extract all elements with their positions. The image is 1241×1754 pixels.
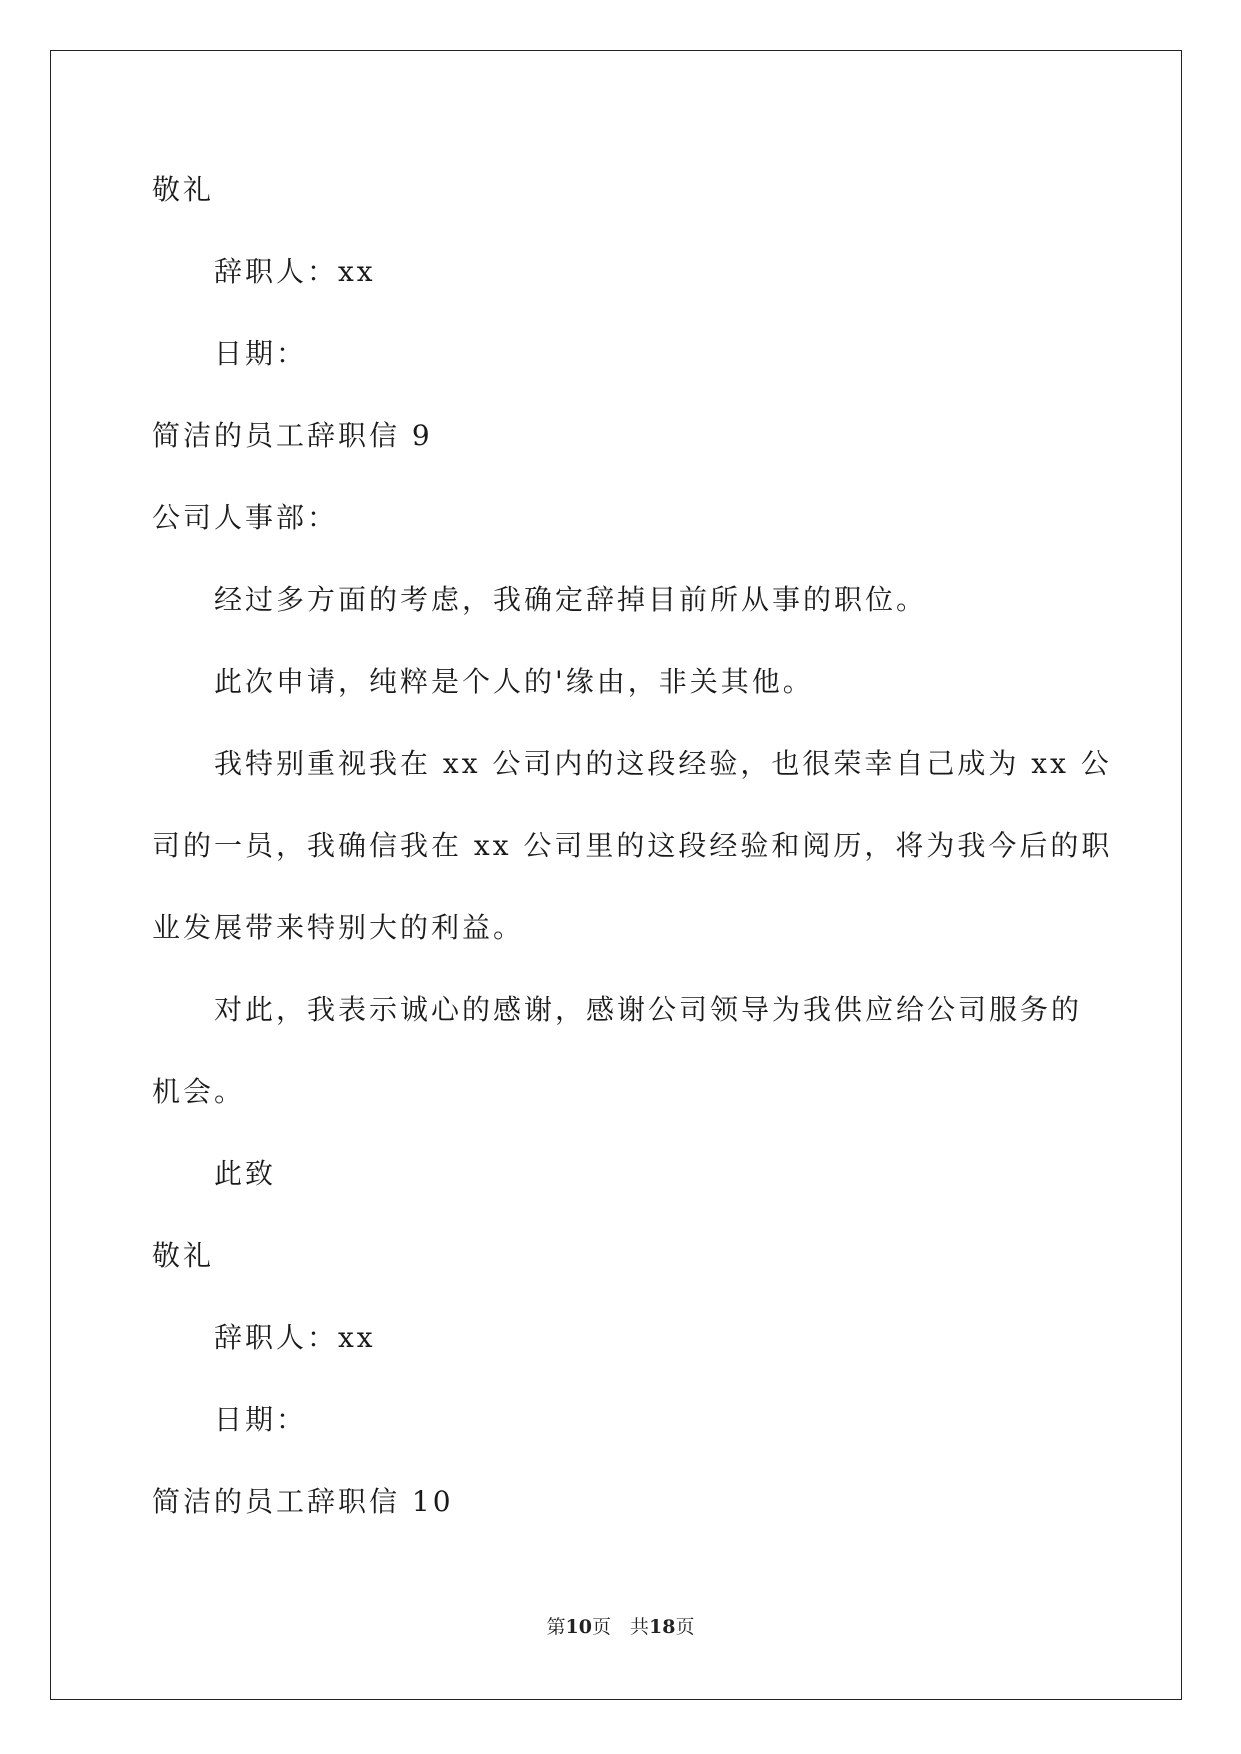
resigner-line: 辞职人：xx: [214, 255, 376, 288]
page-footer: [0, 1615, 1241, 1639]
paragraph-line: 业发展带来特别大的利益。: [152, 911, 525, 944]
paragraph-line: 我特别重视我在 xx 公司内的这段经验，也很荣幸自己成为 xx 公: [214, 747, 1112, 780]
closing-phrase: 此致: [214, 1157, 277, 1190]
paragraph-line: 机会。: [152, 1075, 246, 1108]
section-heading: 简洁的员工辞职信 10: [152, 1485, 454, 1518]
recipient-line: 公司人事部：: [152, 501, 339, 534]
section-heading: 简洁的员工辞职信 9: [152, 419, 433, 452]
paragraph-line: 司的一员，我确信我在 xx 公司里的这段经验和阅历，将为我今后的职: [152, 829, 1113, 862]
page-border: [50, 50, 1182, 1700]
closing-salutation: 敬礼: [152, 173, 215, 206]
total-page-number: 18: [649, 1616, 676, 1638]
closing-salutation: 敬礼: [152, 1239, 215, 1272]
footer-prefix: 第: [546, 1616, 566, 1638]
paragraph-line: 经过多方面的考虑，我确定辞掉目前所从事的职位。: [214, 583, 928, 616]
current-page-number: 10: [565, 1616, 592, 1638]
footer-suffix: 页: [675, 1616, 695, 1638]
resigner-line: 辞职人：xx: [214, 1321, 376, 1354]
date-line: 日期：: [214, 1403, 308, 1436]
paragraph-line: 对此，我表示诚心的感谢，感谢公司领导为我供应给公司服务的: [214, 993, 1083, 1026]
date-line: 日期：: [214, 337, 308, 370]
footer-mid: 页 共: [591, 1616, 649, 1638]
paragraph-line: 此次申请，纯粹是个人的'缘由，非关其他。: [214, 665, 814, 698]
